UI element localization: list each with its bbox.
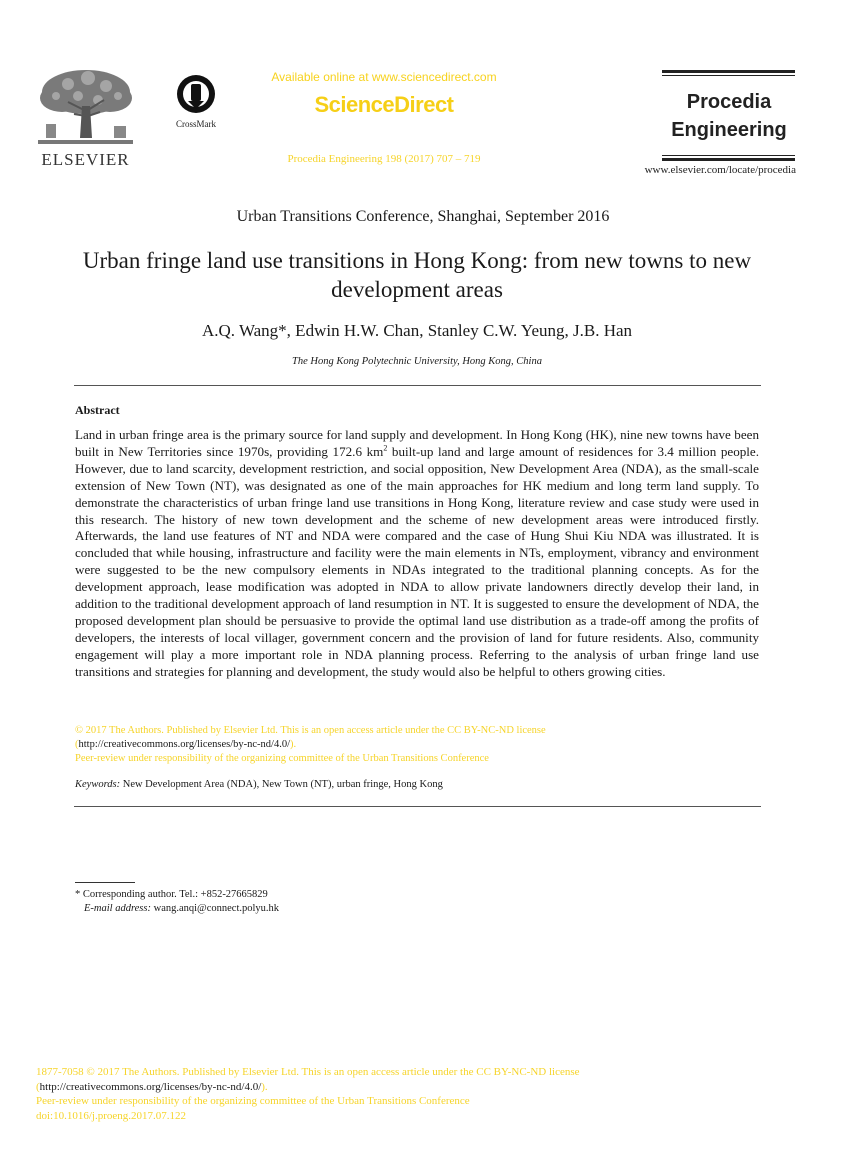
- author-affiliation: The Hong Kong Polytechnic University, Hong Kong, China: [292, 356, 542, 367]
- superscript: 2: [383, 443, 388, 453]
- issn-copyright-line: 1877-7058 © 2017 The Authors. Published by Elsevier Ltd. This is an open access article under the CC BY-NC-ND license: [36, 1066, 580, 1078]
- license-link[interactable]: http://creativecommons.org/licenses/by-nc-nd/4.0/: [78, 739, 291, 750]
- keywords-label: Keywords:: [75, 779, 121, 790]
- journal-rule: [662, 158, 795, 161]
- crossmark-icon: [176, 74, 216, 114]
- footnote-rule: [75, 882, 135, 883]
- crossmark-label: CrossMark: [176, 119, 216, 129]
- keywords-text: New Development Area (NDA), New Town (NT), urban fringe, Hong Kong: [120, 779, 443, 790]
- license-link[interactable]: http://creativecommons.org/licenses/by-nc-nd/4.0/: [39, 1080, 262, 1093]
- paper-title: Urban fringe land use transitions in Hong Kong: from new towns to new development areas: [82, 248, 752, 302]
- author-list: A.Q. Wang*, Edwin H.W. Chan, Stanley C.W. Yeung, J.B. Han: [201, 321, 633, 340]
- abstract-text: [75, 427, 759, 681]
- journal-citation: Procedia Engineering 198 (2017) 707 – 719: [287, 153, 481, 165]
- elsevier-logo[interactable]: [28, 66, 143, 174]
- abstract-text-part2: built-up land and large amount of residences for 3.4 million people. However, due to land scarcity, development restriction, and social opposition, New Development Area (NDA), as the small-scale extension of New Town (NT), was designated as one of the main approaches for HK medium and long term land supply. To demonstrate the characteristics of urban fringe land use transitions in Hong Kong, literature review and case study were used in this research. The history of new town development and the scheme of new development areas were introduced firstly. Afterwards, the land use features of NT and NDA were compared and the case of Hung Shui Kiu NDA was illustrated. It is concluded that while housing, infrastructure and facility were the main elements in NTs, employment, vibrancy and environment were suggested to be the new compulsory elements in NDAs integrated to the traditional planning concepts. As for the development approach, lease modification was adopted in NDA to allow private landowners directly develop their land, in addition to the traditional development approach of land resumption in NT. It is suggested to ensure the development of NDA, the proposed development plan should be persuasive to provide the optimal land use distribution as a trade-off among the profits of developers, the interests of local villager, government concern and the provision of land for future residents. Also, community engagement will play a more important role in NDA planning process. Referring to the analysis of urban fringe land use transitions and strategies for planning and development, the study would also be helpful to others growing cities.: [75, 443, 760, 679]
- journal-title-line1: Procedia: [686, 91, 772, 113]
- journal-rule: [662, 70, 795, 73]
- footnote: [75, 888, 759, 916]
- copyright-line: © 2017 The Authors. Published by Elsevier Ltd. This is an open access article under the CC BY-NC-ND license: [75, 725, 546, 736]
- journal-url-link[interactable]: www.elsevier.com/locate/procedia: [644, 164, 796, 176]
- abstract-text-part1: Land in urban fringe area is the primary source for land supply and development. In Hong Kong (HK), nine new towns have been built in New Territories since 1970s, providing 172.6 km: [75, 427, 759, 459]
- journal-title-line2: Engineering: [671, 119, 787, 141]
- peer-review-line: Peer-review under responsibility of the organizing committee of the Urban Transitions Conference: [36, 1095, 470, 1107]
- crossmark-badge[interactable]: [168, 74, 224, 129]
- keywords: [75, 779, 759, 790]
- peer-review-line: Peer-review under responsibility of the organizing committee of the Urban Transitions Conference: [75, 753, 489, 764]
- section-divider: [74, 806, 761, 807]
- paren-close: ).: [261, 1080, 268, 1093]
- copyright-notice: [75, 724, 759, 766]
- email-label: E-mail address:: [84, 903, 151, 914]
- legal-footer: [36, 1065, 816, 1123]
- sciencedirect-logo[interactable]: ScienceDirect: [314, 92, 454, 117]
- conference-name: Urban Transitions Conference, Shanghai, September 2016: [236, 208, 610, 225]
- corresponding-author: * Corresponding author. Tel.: +852-27665829: [75, 889, 268, 900]
- doi-link[interactable]: doi:10.1016/j.proeng.2017.07.122: [36, 1109, 187, 1122]
- journal-rule: [662, 75, 795, 76]
- elsevier-tree-icon: [28, 66, 143, 148]
- journal-rule: [662, 155, 795, 156]
- paren-open: (: [36, 1080, 40, 1093]
- email-address[interactable]: wang.anqi@connect.polyu.hk: [150, 903, 280, 914]
- available-online-link[interactable]: Available online at www.sciencedirect.com: [271, 70, 497, 84]
- paren-open: (: [75, 739, 79, 750]
- abstract-heading: Abstract: [75, 403, 120, 417]
- section-divider: [74, 385, 761, 386]
- journal-title: [640, 88, 818, 144]
- publisher-name: ELSEVIER: [41, 150, 130, 169]
- paren-close: ).: [290, 739, 297, 750]
